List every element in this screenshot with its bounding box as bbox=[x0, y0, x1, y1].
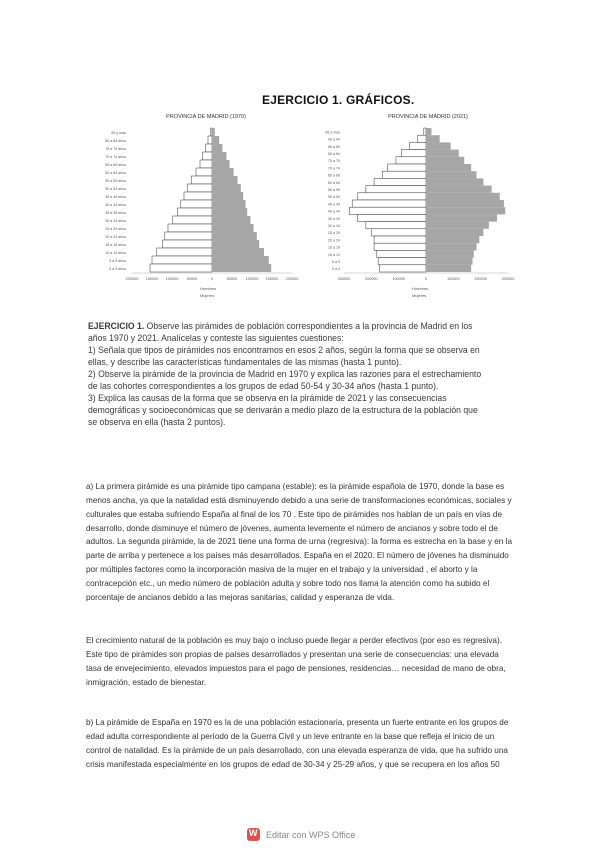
bar-men bbox=[388, 164, 426, 171]
age-group-label: 65 a 69 años bbox=[105, 163, 126, 167]
bar-women bbox=[212, 232, 257, 240]
age-group-label: 50 a 54 años bbox=[105, 187, 126, 191]
age-group-label: 5 a 9 años bbox=[109, 259, 126, 263]
bar-women bbox=[426, 193, 500, 200]
bar-men bbox=[352, 200, 426, 207]
bar-women bbox=[426, 236, 479, 243]
bar-men bbox=[366, 186, 426, 193]
age-group-label: 0 a 4 años bbox=[109, 267, 126, 271]
exercise-statement bbox=[88, 320, 488, 428]
bar-women bbox=[426, 250, 474, 257]
pyramid-2021 bbox=[308, 110, 528, 310]
x-tick-label: 300000 bbox=[501, 277, 515, 281]
bar-men bbox=[165, 232, 212, 240]
age-group-label: 60 a 64 bbox=[328, 180, 340, 185]
age-group-label: 65 a 69 bbox=[328, 173, 340, 178]
age-group-label: 0 a 4 bbox=[332, 267, 340, 272]
bar-men bbox=[371, 229, 426, 236]
bar-women bbox=[426, 258, 472, 265]
bar-men bbox=[396, 157, 426, 164]
footer-label: Editar con WPS Office bbox=[266, 829, 356, 840]
age-group-label: 35 a 39 bbox=[328, 216, 340, 221]
bar-men bbox=[358, 193, 426, 200]
age-group-label: 5 a 9 bbox=[332, 260, 340, 264]
bar-men bbox=[366, 222, 426, 229]
age-group-label: 30 a 34 bbox=[328, 224, 340, 228]
bar-men bbox=[206, 144, 212, 152]
x-tick-label: 200000 bbox=[125, 277, 139, 281]
age-group-label: 40 a 44 bbox=[328, 209, 340, 214]
x-tick-label: 200000 bbox=[285, 277, 299, 281]
bar-men bbox=[187, 184, 212, 192]
bar-men bbox=[380, 265, 426, 272]
legend-men: Hombres bbox=[412, 286, 429, 291]
bar-women bbox=[212, 168, 234, 176]
x-tick-label: 100000 bbox=[392, 277, 406, 281]
bar-women bbox=[426, 135, 440, 142]
wps-logo-icon bbox=[247, 828, 260, 841]
age-group-label: 30 a 34 años bbox=[105, 219, 126, 223]
exercise-title: EJERCICIO 1. GRÁFICOS. bbox=[262, 93, 415, 107]
bar-men bbox=[208, 136, 212, 144]
age-group-label: 55 a 59 bbox=[328, 188, 340, 192]
x-tick-label: 200000 bbox=[474, 277, 488, 281]
bar-men bbox=[401, 150, 426, 157]
age-group-label: 40 a 44 años bbox=[105, 203, 126, 207]
age-group-label: 95 y más bbox=[325, 130, 340, 135]
bar-men bbox=[374, 243, 426, 250]
bar-men bbox=[202, 152, 212, 160]
question-2: 2) Observe la pirámide de la provincia de Madrid en 1970 y explica las razones para el estrechamiento de las cohortes correspondientes a los grupos de edad 50-54 y 30-34 años (hasta 1 punto). bbox=[88, 369, 482, 391]
bar-men bbox=[424, 128, 426, 135]
bar-women bbox=[212, 128, 215, 136]
x-tick-label: 100000 bbox=[446, 277, 460, 281]
x-tick-label: 300000 bbox=[337, 277, 351, 281]
question-1: 1) Señala que tipos de pirámides nos encontramos en esos 2 años, según la forma que se observa en ellas, y describe las características fundamentales de las mismas (hasta 1 punto). bbox=[88, 345, 480, 367]
age-group-label: 35 a 39 años bbox=[105, 211, 126, 215]
age-group-label: 75 a 79 años bbox=[105, 147, 126, 151]
age-group-label: 45 a 49 bbox=[328, 202, 340, 207]
bar-women bbox=[426, 207, 505, 214]
age-group-label: 15 a 19 bbox=[328, 245, 340, 250]
x-tick-label: 100000 bbox=[245, 277, 259, 281]
bar-men bbox=[418, 135, 426, 142]
age-group-label: 20 a 24 años bbox=[105, 235, 126, 239]
age-group-label: 85 a 89 bbox=[328, 144, 340, 149]
bar-women bbox=[212, 224, 254, 232]
bar-women bbox=[212, 160, 230, 168]
bar-women bbox=[426, 178, 483, 185]
bar-women bbox=[212, 264, 271, 272]
bar-women bbox=[212, 184, 241, 192]
bar-men bbox=[184, 192, 212, 200]
age-group-label: 25 a 29 años bbox=[105, 227, 126, 231]
bar-women bbox=[426, 128, 431, 135]
bar-women bbox=[426, 164, 471, 171]
age-group-label: 55 a 59 años bbox=[105, 179, 126, 183]
pyramid-1970 bbox=[88, 110, 308, 310]
age-group-label: 20 a 24 bbox=[328, 238, 340, 243]
bar-men bbox=[349, 207, 426, 214]
bar-men bbox=[150, 264, 212, 272]
bar-women bbox=[212, 208, 247, 216]
exercise-lead: EJERCICIO 1. bbox=[88, 321, 145, 331]
bar-women bbox=[426, 171, 477, 178]
bar-men bbox=[382, 171, 426, 178]
pyramid-2021-title: PROVINCIA DE MADRID (2021) bbox=[388, 114, 468, 120]
age-group-label: 70 a 74 bbox=[328, 166, 340, 171]
bar-men bbox=[191, 176, 212, 184]
bar-women bbox=[212, 152, 226, 160]
bar-men bbox=[211, 128, 212, 136]
age-group-label: 80 a 84 bbox=[328, 152, 340, 156]
bar-men bbox=[157, 248, 212, 256]
legend-men: Hombres bbox=[200, 286, 217, 291]
bar-men bbox=[200, 160, 212, 168]
x-tick-label: 50000 bbox=[226, 277, 238, 281]
age-group-label: 50 a 54 bbox=[328, 195, 340, 200]
legend-women: Mujeres bbox=[412, 293, 427, 298]
age-group-label: 85 y más bbox=[111, 131, 126, 135]
pyramid-1970-title: PROVINCIA DE MADRID (1970) bbox=[166, 114, 246, 120]
x-tick-label: 50000 bbox=[186, 277, 198, 281]
age-group-label: 10 a 14 bbox=[328, 252, 340, 257]
x-tick-label: 200000 bbox=[364, 277, 378, 281]
bar-women bbox=[426, 265, 471, 272]
question-3: 3) Explica las causas de la forma que se observa en la pirámide de 2021 y las consecuencias demográficas y socioeconómicas que se derivarán a medio plazo de la estructura de la población que se observa en ella (hasta 2 puntos). bbox=[88, 393, 478, 427]
bar-women bbox=[212, 136, 219, 144]
age-group-label: 25 a 29 bbox=[328, 231, 340, 236]
age-group-label: 45 a 49 años bbox=[105, 195, 126, 199]
bar-women bbox=[426, 157, 464, 164]
answer-a-continued: El crecimiento natural de la población es muy bajo o incluso puede llegar a perder efectivos (por eso es regresiva). Este tipo de pirámides son propias de países desarrollados y presentan una serie de consecuencias: una elevada tasa de envejecimiento, elevados impuestos para el pago de pensiones, residencias… necesidad de mano de obra, inmigración, estado de bienestar. bbox=[86, 636, 506, 687]
age-group-label: 70 a 74 años bbox=[105, 155, 126, 159]
bar-women bbox=[212, 200, 246, 208]
bar-men bbox=[181, 200, 212, 208]
bar-women bbox=[426, 222, 489, 229]
age-group-label: 10 a 14 años bbox=[105, 251, 126, 255]
bar-men bbox=[168, 224, 212, 232]
age-group-label: 90 a 94 bbox=[328, 137, 340, 142]
bar-men bbox=[410, 142, 426, 149]
age-group-label: 80 a 84 años bbox=[105, 139, 126, 143]
bar-men bbox=[374, 236, 426, 243]
x-tick-label: 0 bbox=[210, 277, 214, 281]
wps-footer[interactable] bbox=[247, 828, 355, 841]
bar-women bbox=[212, 248, 264, 256]
age-group-label: 15 a 19 años bbox=[105, 243, 126, 247]
bar-men bbox=[173, 216, 212, 224]
answer-b: b) La pirámide de España en 1970 es la de una población estacionaria, presenta un fuerte entrante en los grupos de edad adulta correspondiente al período de la Guerra Civil y un leve entrante en la base que refleja el inicio de un control de natalidad. Es la pirámide de un país desarrollado, con una elevada esperanza de vida, que ha sufrido una crisis manifestada especialmente en los grupos de edad de 30-34 y 25-29 años, y que se recupera en los años 50 bbox=[86, 718, 509, 769]
age-group-label: 60 a 64 años bbox=[105, 171, 126, 175]
x-tick-label: 150000 bbox=[145, 277, 159, 281]
bar-women bbox=[212, 240, 259, 248]
x-tick-label: 0 bbox=[424, 277, 428, 281]
bar-men bbox=[196, 168, 212, 176]
age-group-label: 75 a 79 bbox=[328, 159, 340, 164]
bar-women bbox=[426, 142, 451, 149]
answer-a: a) La primera pirámide es una pirámide tipo campana (estable): es la pirámide española de 1970, donde la base es menos ancha, ya que la natalidad está disminuyendo debido a una serie de transformaciones económicas, sociales y culturales que estaba sufriendo España al final de los 70 . Este tipo de pirámides nos hablan de un país en vías de desarrollo, donde disminuye el número de jóvenes, aumenta levemente el número de ancianos y sobre todo el de adultos. La segunda pirámide, la de 2021 tiene una forma de urna (regresiva): la forma es estrecha en la base y en la parte de arriba y pertenece a los países más desarrollados. España en el 2020. El número de jóvenes ha disminuido por múltiples factores como la incorporación masiva de la mujer en el trabajo y la universidad , el aborto y la contracepción etc., un medio número de población adulta y sobre todo nos llama la atención como ha subido el porcentaje de ancianos debido a las mejoras sanitarias, calidad y esperanza de vida. bbox=[86, 482, 513, 602]
bar-women bbox=[212, 192, 243, 200]
bar-men bbox=[178, 208, 212, 216]
bar-women bbox=[212, 256, 269, 264]
bar-women bbox=[426, 150, 459, 157]
bar-men bbox=[358, 214, 426, 221]
legend-women: Mujeres bbox=[200, 293, 215, 298]
bar-women bbox=[212, 216, 250, 224]
exercise-text: Observe las pirámides de población correspondientes a la provincia de Madrid en los años 1970 y 2021. Analícelas y conteste las siguientes cuestiones: bbox=[88, 321, 473, 343]
bar-men bbox=[378, 258, 426, 265]
bar-women bbox=[212, 176, 238, 184]
x-tick-label: 100000 bbox=[165, 277, 179, 281]
bar-men bbox=[377, 250, 426, 257]
bar-women bbox=[212, 144, 222, 152]
x-tick-label: 150000 bbox=[265, 277, 279, 281]
bar-men bbox=[374, 178, 426, 185]
bar-women bbox=[426, 243, 477, 250]
bar-women bbox=[426, 229, 483, 236]
bar-men bbox=[152, 256, 212, 264]
bar-women bbox=[426, 200, 504, 207]
bar-men bbox=[162, 240, 212, 248]
bar-women bbox=[426, 214, 497, 221]
bar-women bbox=[426, 186, 492, 193]
